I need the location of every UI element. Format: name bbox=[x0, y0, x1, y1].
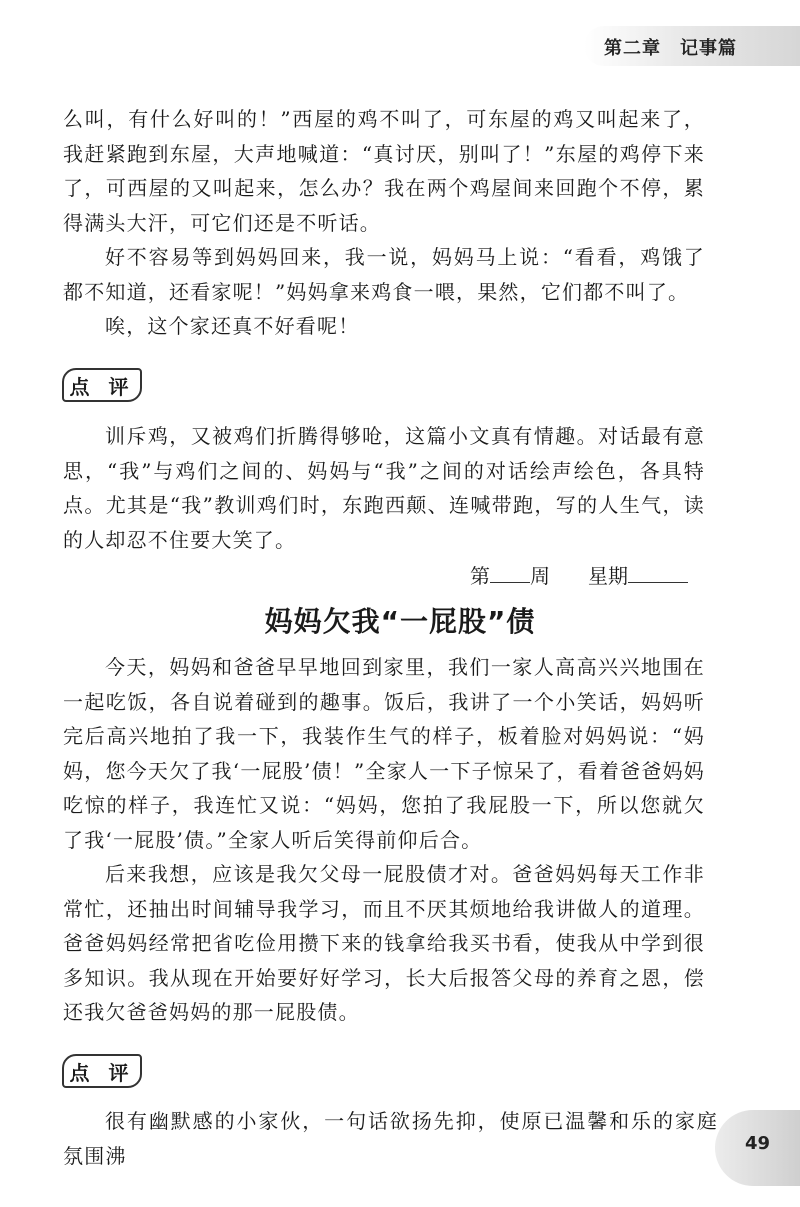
comment-badge-1: 点 评 bbox=[62, 368, 142, 402]
story1-paragraph-2: 好不容易等到妈妈回来，我一说，妈妈马上说：“看看，鸡饿了都不知道，还看家呢！”妈妈拿来鸡食一喂，果然，它们都不叫了。 bbox=[63, 245, 705, 304]
week-suffix: 周 bbox=[530, 564, 550, 588]
story2-paragraph-2: 后来我想，应该是我欠父母一屁股债才对。爸爸妈妈每天工作非常忙，还抽出时间辅导我学习，而且不厌其烦地给我讲做人的道理。爸爸妈妈经常把省吃俭用攒下来的钱拿给我买书看，使我从中学到很多知识。我从现在开始要好好学习，长大后报答父母的养育之恩，偿还我欠爸爸妈妈的那一屁股债。 bbox=[63, 862, 705, 1024]
comment-badge-2: 点 评 bbox=[62, 1054, 142, 1088]
story2-paragraph-1: 今天，妈妈和爸爸早早地回到家里，我们一家人高高兴兴地围在一起吃饭，各自说着碰到的趣事。饭后，我讲了一个小笑话，妈妈听完后高兴地拍了我一下，我装作生气的样子，板着脸对妈妈说：“妈妈，您今天欠了我‘一屁股’债！”全家人一下子惊呆了，看着爸爸妈妈吃惊的样子，我连忙又说：“妈妈，您拍了我屁股一下，所以您就欠了我‘一屁股’债。”全家人听后笑得前仰后合。 bbox=[63, 655, 705, 852]
comment-2-text: 很有幽默感的小家伙，一句话欲扬先抑，使原已温馨和乐的家庭氛围沸 bbox=[63, 1109, 718, 1168]
story1-paragraph-1: 么叫，有什么好叫的！”西屋的鸡不叫了，可东屋的鸡又叫起来了，我赶紧跑到东屋，大声地喊道：“真讨厌，别叫了！”东屋的鸡停下来了，可西屋的又叫起来，怎么办？我在两个鸡屋间来回跑个不停，累得满头大汗，可它们还是不听话。 bbox=[63, 107, 705, 235]
page-number: 49 bbox=[745, 1133, 771, 1154]
weekday-blank bbox=[628, 564, 688, 583]
chapter-header: 第二章 记事篇 bbox=[604, 38, 737, 59]
comment-1-text: 训斥鸡，又被鸡们折腾得够呛，这篇小文真有情趣。对话最有意思，“我”与鸡们之间的、妈妈与“我”之间的对话绘声绘色，各具特点。尤其是“我”教训鸡们时，东跑西颠、连喊带跑，写的人生气，读的人却忍不住要大笑了。 bbox=[63, 424, 705, 552]
story1-paragraph-3: 唉，这个家还真不好看呢！ bbox=[105, 314, 360, 338]
weekday-label: 星期 bbox=[588, 564, 628, 588]
week-number-blank bbox=[490, 564, 530, 583]
week-date-line bbox=[470, 560, 710, 589]
story2-title: 妈妈欠我“一屁股”债 bbox=[264, 605, 536, 638]
week-prefix: 第 bbox=[470, 564, 490, 588]
